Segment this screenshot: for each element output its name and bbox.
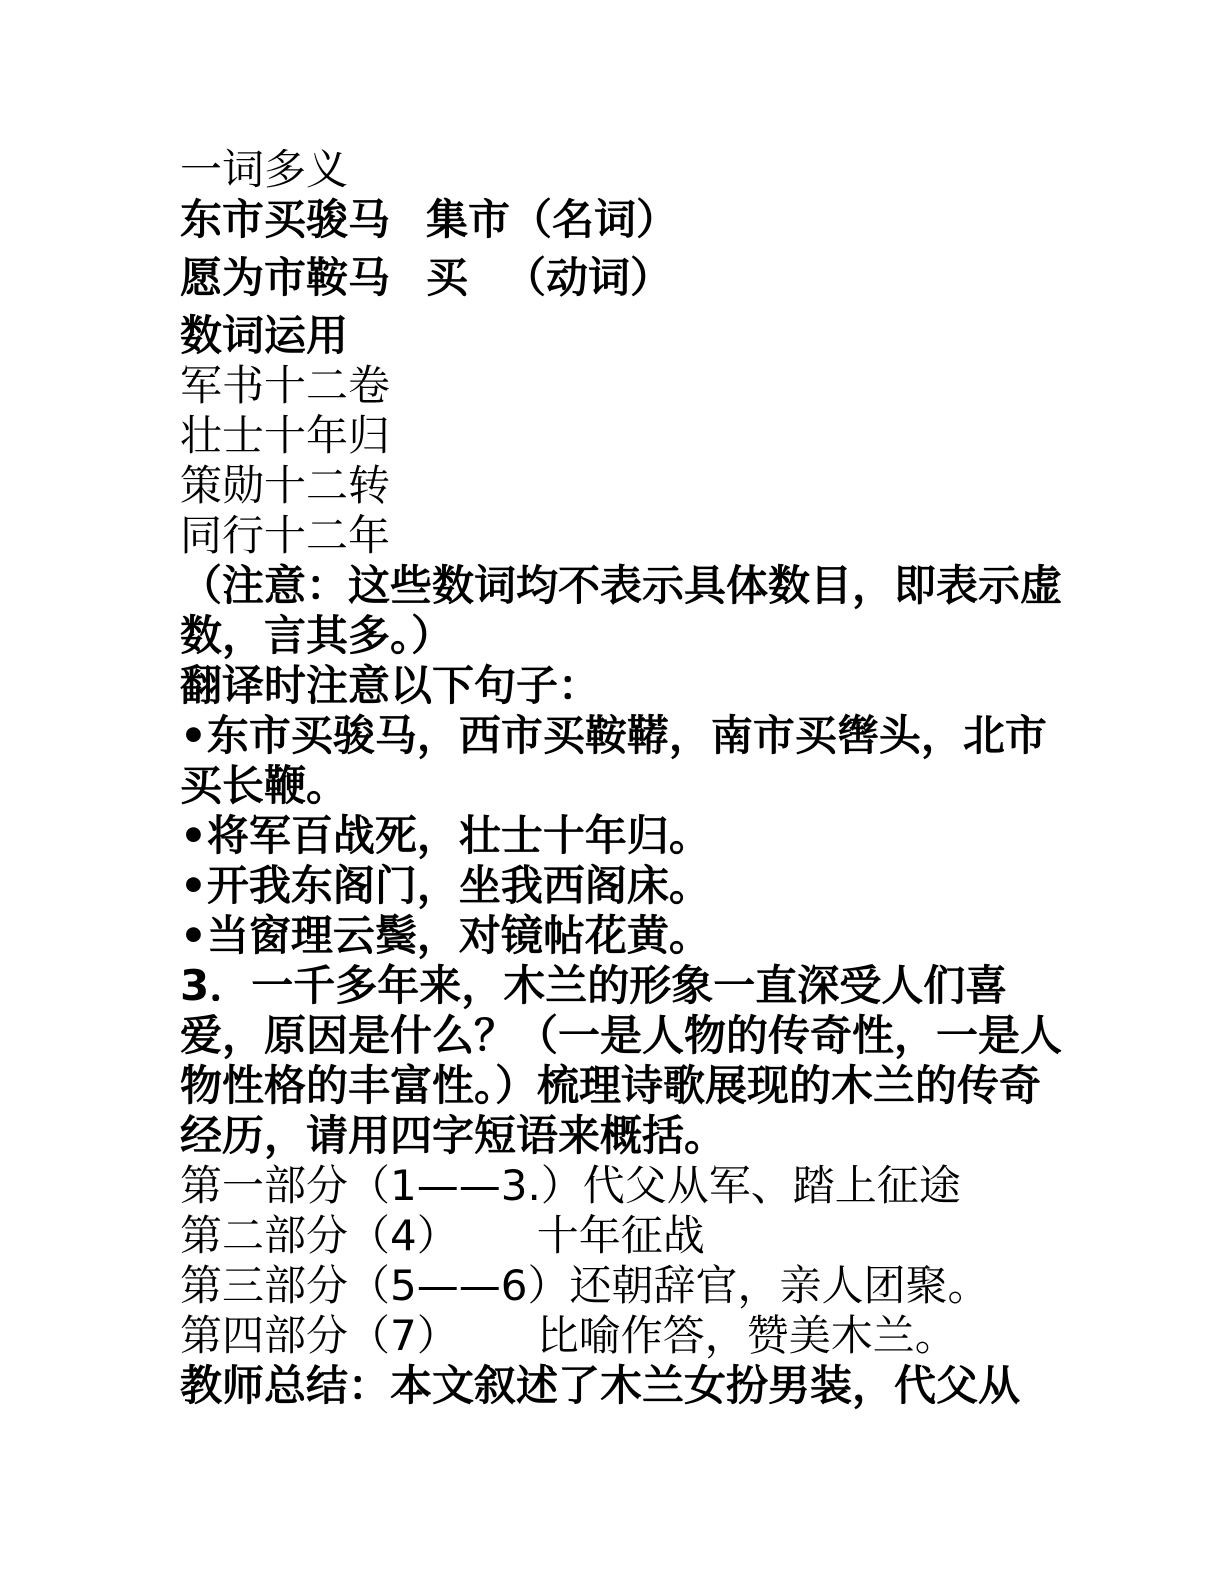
part-summary: 比喻作答，赞美木兰。 — [536, 1311, 957, 1360]
numeral-example: 同行十二年 — [180, 511, 391, 560]
heading-translate: 翻译时注意以下句子： — [180, 661, 601, 710]
part-summary: 还朝辞官，亲人团聚。 — [569, 1261, 990, 1310]
translate-item: •将军百战死，壮士十年归。 — [180, 811, 711, 860]
part-row-3 — [180, 1261, 1070, 1311]
heading-numerals: 数词运用 — [180, 311, 349, 360]
translate-item: •开我东阁门，坐我西阁床。 — [180, 861, 711, 910]
numeral-example: 策勋十二转 — [180, 461, 391, 510]
polysemy-meaning: 集市（名词） — [426, 195, 679, 244]
polysemy-meaning: 买 — [426, 253, 469, 302]
numeral-example: 军书十二卷 — [180, 361, 391, 410]
part-row-2 — [180, 1211, 1070, 1261]
polysemy-row-1 — [180, 195, 1070, 245]
translate-item: •东市买骏马，西市买鞍鞯，南市买辔头，北市买长鞭。 — [180, 711, 1047, 810]
part-label: 第三部分（5——6） — [180, 1261, 570, 1310]
document-page — [180, 145, 1070, 1411]
part-summary: 代父从军、踏上征途 — [582, 1161, 961, 1210]
teacher-summary: 教师总结：本文叙述了木兰女扮男装，代父从 — [180, 1361, 1021, 1410]
translate-item: •当窗理云鬓，对镜帖花黄。 — [180, 911, 711, 960]
numeral-note: （注意：这些数词均不表示具体数目，即表示虚数，言其多。） — [180, 561, 1063, 660]
part-label: 第一部分（1——3.） — [180, 1161, 583, 1210]
polysemy-phrase: 东市买骏马 — [180, 195, 391, 244]
numeral-example: 壮士十年归 — [180, 411, 391, 460]
polysemy-pos: （动词） — [504, 253, 673, 302]
part-row-4 — [180, 1311, 1070, 1361]
question-3: 3．一千多年来，木兰的形象一直深受人们喜爱，原因是什么？（一是人物的传奇性，一是人物性格的丰富性。）梳理诗歌展现的木兰的传奇经历，请用四字短语来概括。 — [180, 961, 1063, 1160]
polysemy-row-2 — [180, 253, 1070, 303]
part-summary: 十年征战 — [536, 1211, 705, 1260]
heading-polysemy: 一词多义 — [180, 145, 349, 194]
part-label: 第二部分（4） — [180, 1211, 459, 1260]
part-label: 第四部分（7） — [180, 1311, 459, 1360]
part-row-1 — [180, 1161, 1070, 1211]
polysemy-phrase: 愿为市鞍马 — [180, 253, 391, 302]
